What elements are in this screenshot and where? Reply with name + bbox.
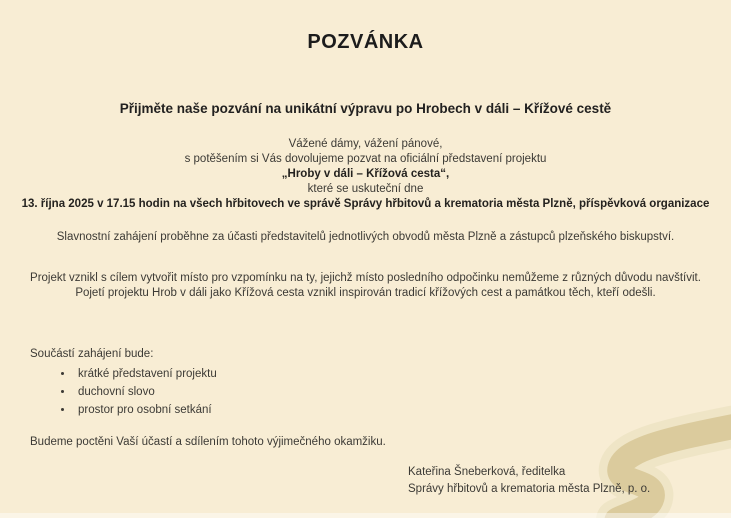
program-section <box>0 347 731 419</box>
bottom-edge-strip <box>0 513 731 518</box>
page-title: POZVÁNKA <box>307 31 424 53</box>
invite-line: s potěšením si Vás dovolujeme pozvat na oficiální představení projektu <box>184 153 547 165</box>
invitation-subtitle: Přijměte naše pozvání na unikátní výpravu po Hrobech v dáli – Křížové cestě <box>119 101 612 116</box>
program-list <box>30 365 731 419</box>
list-item: • krátké představení projektu <box>74 365 731 383</box>
signature-name-line: Kateřina Šneberková, ředitelka <box>408 466 566 478</box>
closing-paragraph <box>0 435 731 450</box>
ceremony-line: Slavnostní zahájení proběhne za účasti představitelů jednotlivých obvodů města Plzně a zástupců plzeňského biskupství. <box>56 231 675 243</box>
date-intro-line: které se uskuteční dne <box>307 183 424 195</box>
list-item: • prostor pro osobní setkání <box>74 401 731 419</box>
invitation-content <box>0 30 731 498</box>
about-paragraph <box>0 271 731 301</box>
intro-paragraph <box>0 137 731 212</box>
program-heading: Součástí zahájení bude: <box>30 348 154 360</box>
list-item: • duchovní slovo <box>74 383 731 401</box>
about-line-2: Pojetí projektu Hrob v dáli jako Křížová cesta vznikl inspirován tradicí křížových cest a památkou těch, kteří odešli. <box>75 287 656 299</box>
closing-line: Budeme poctěni Vaší účastí a sdílením tohoto výjimečného okamžiku. <box>30 436 386 448</box>
signature-org-line: Správy hřbitovů a krematoria města Plzně, p. o. <box>408 483 651 495</box>
signature-block <box>0 464 731 498</box>
ceremony-paragraph <box>0 230 731 245</box>
project-name-line: „Hroby v dáli – Křížová cesta“, <box>281 168 450 180</box>
about-line-1: Projekt vznikl s cílem vytvořit místo pro vzpomínku na ty, jejichž místo posledního odpočinku nemůžeme z různých důvodu navštívit. <box>30 272 701 284</box>
date-line: 13. října 2025 v 17.15 hodin na všech hřbitovech ve správě Správy hřbitovů a krematoria města Plzně, příspěvková organizace <box>21 198 710 210</box>
salutation-line: Vážené dámy, vážení pánové, <box>288 138 443 150</box>
